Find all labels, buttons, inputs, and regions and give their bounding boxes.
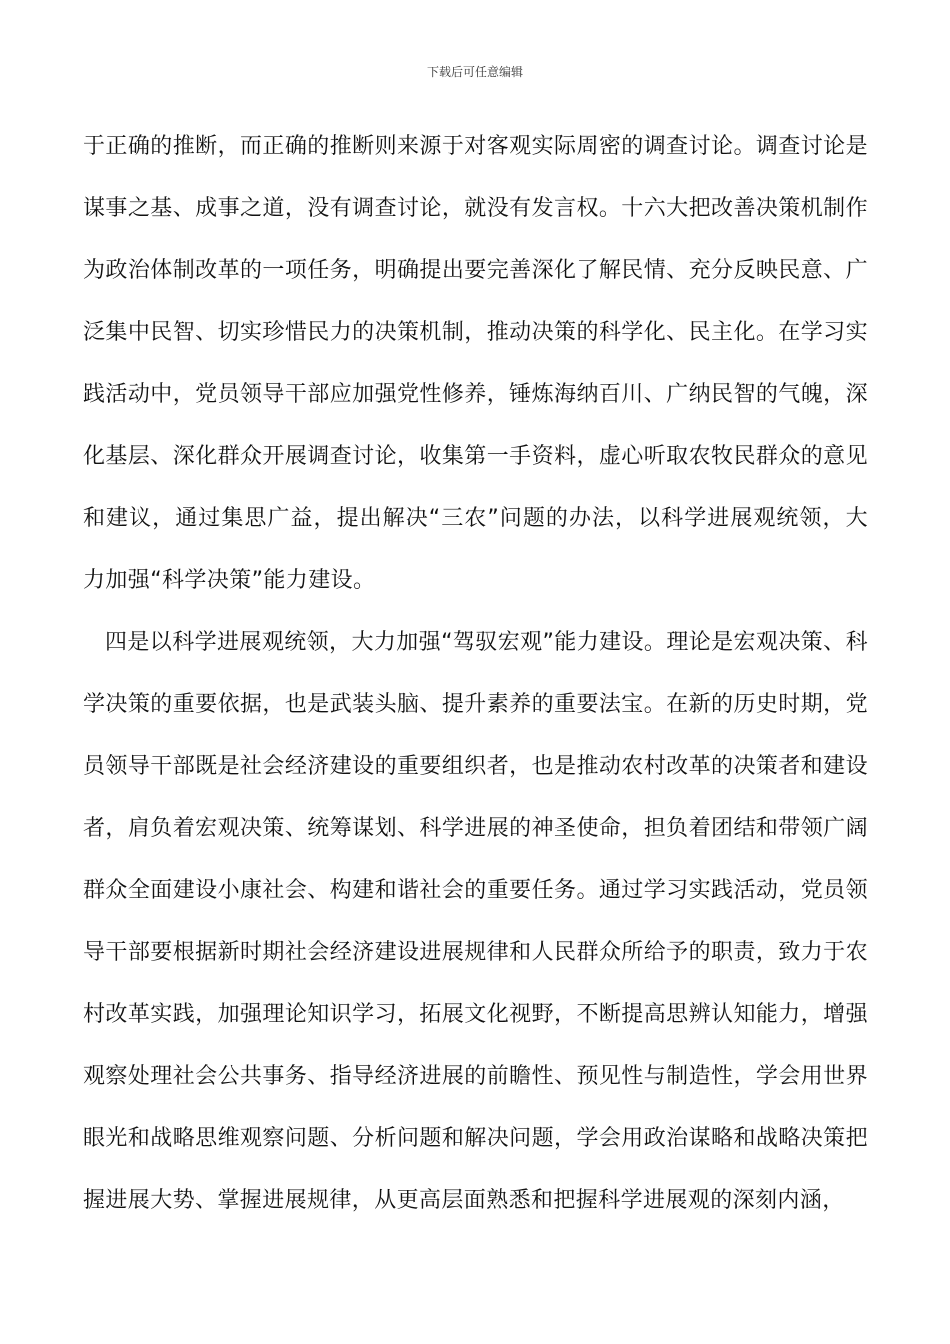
document-body (83, 116, 868, 1232)
paragraph-point-four: 四是以科学进展观统领，大力加强“驾驭宏观”能力建设。理论是宏观决策、科学决策的重要依据，也是武装头脑、提升素养的重要法宝。在新的历史时期，党员领导干部既是社会经济建设的重要组织者，也是推动农村改革的决策者和建设者，肩负着宏观决策、统筹谋划、科学进展的神圣使命，担负着团结和带领广阔群众全面建设小康社会、构建和谐社会的重要任务。通过学习实践活动，党员领导干部要根据新时期社会经济建设进展规律和人民群众所给予的职责，致力于农村改革实践，加强理论知识学习，拓展文化视野，不断提高思辨认知能力，增强观察处理社会公共事务、指导经济进展的前瞻性、预见性与制造性，学会用世界眼光和战略思维观察问题、分析问题和解决问题，学会用政治谋略和战略决策把握进展大势、掌握进展规律，从更高层面熟悉和把握科学进展观的深刻内涵， (83, 630, 868, 1213)
paragraph-continuation: 于正确的推断，而正确的推断则来源于对客观实际周密的调查讨论。调查讨论是谋事之基、成事之道，没有调查讨论，就没有发言权。十六大把改善决策机制作为政治体制改革的一项任务，明确提出要完善深化了解民情、充分反映民意、广泛集中民智、切实珍惜民力的决策机制，推动决策的科学化、民主化。在学习实践活动中，党员领导干部应加强党性修养，锤炼海纳百川、广纳民智的气魄，深化基层、深化群众开展调查讨论，收集第一手资料，虚心听取农牧民群众的意见和建议，通过集思广益，提出解决“三农”问题的办法，以科学进展观统领，大力加强“科学决策”能力建设。 (83, 134, 868, 593)
page-header-note: 下载后可任意编辑 (426, 65, 523, 79)
